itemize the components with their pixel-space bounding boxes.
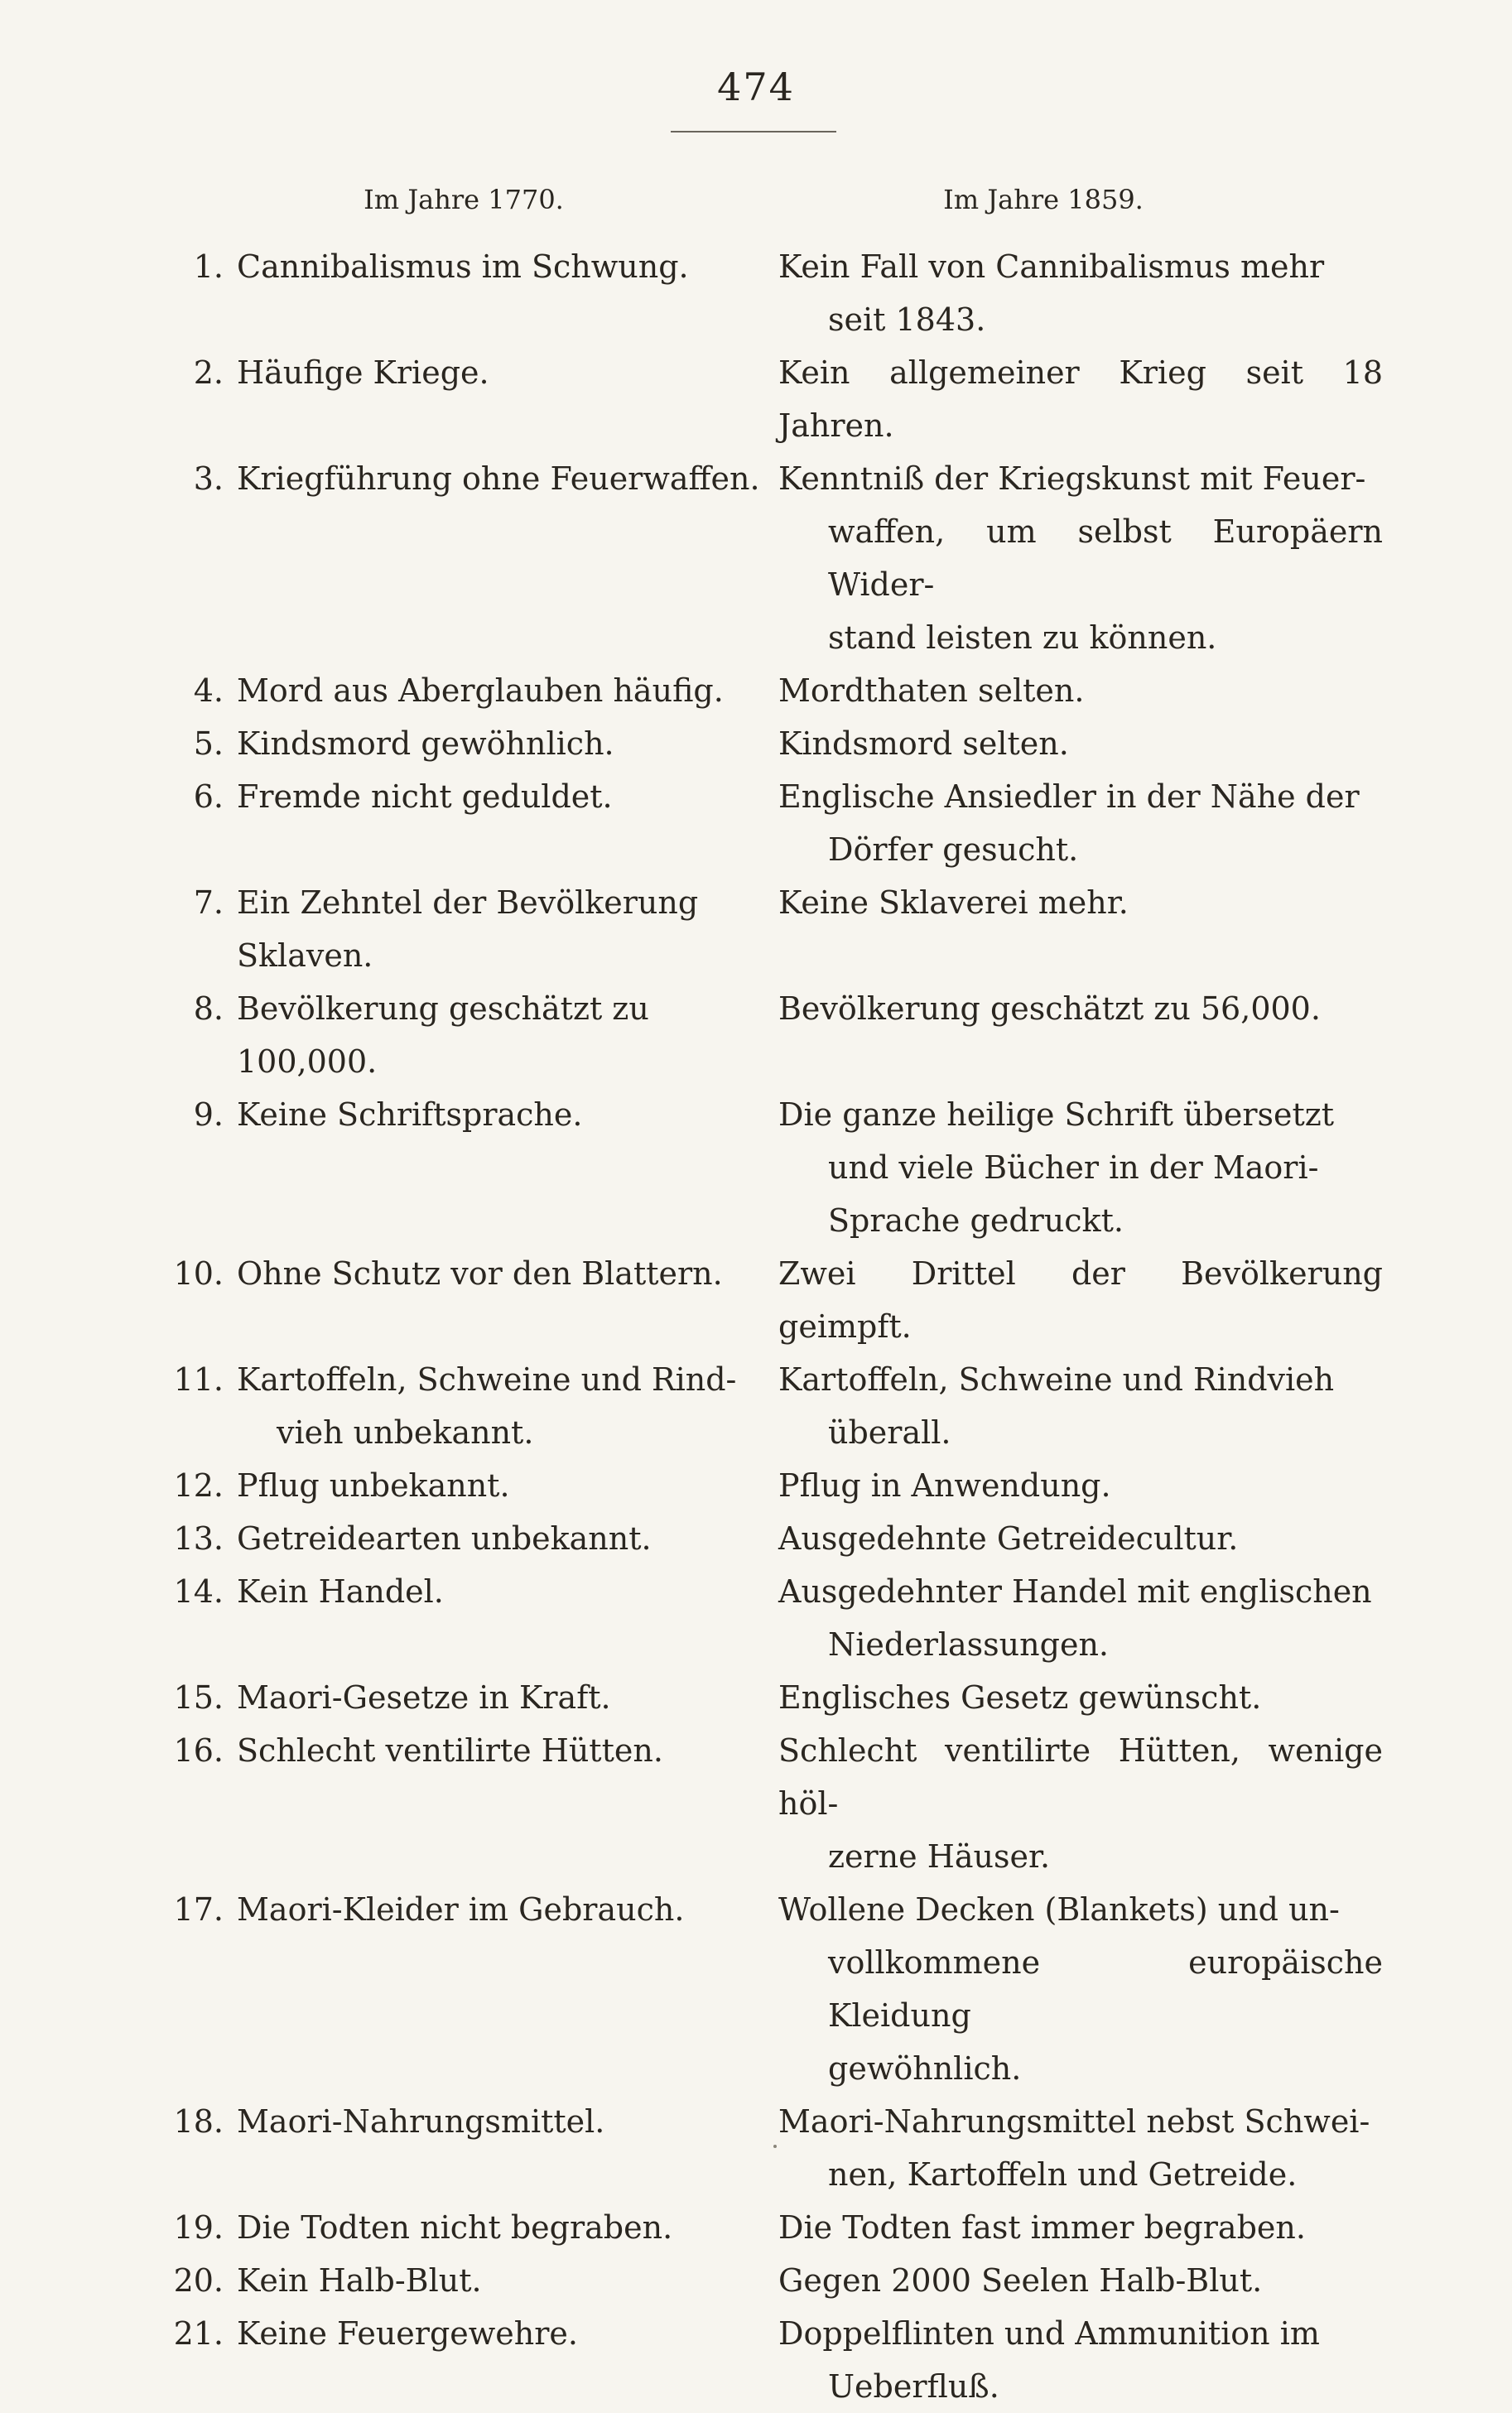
row-number: 15. <box>173 1679 224 1716</box>
table-row <box>149 1724 1383 1883</box>
table-row <box>149 1088 1383 1247</box>
table-row <box>149 1512 1383 1565</box>
row-number: 3. <box>193 460 224 497</box>
table-row <box>149 1459 1383 1512</box>
row-1859-text <box>778 240 1383 346</box>
table-row <box>149 240 1383 346</box>
row-1770-line: Keine Feuergewehre. <box>237 2315 578 2352</box>
row-1859-text <box>778 982 1383 1035</box>
row-1859-line: Schlecht ventilirte Hütten, wenige höl- <box>778 1732 1383 1822</box>
row-number: 21. <box>173 2315 224 2352</box>
row-1770-text <box>237 1724 767 1777</box>
paper-speck <box>773 2145 777 2148</box>
row-1770-text <box>237 1512 767 1565</box>
row-1770-text <box>237 2307 767 2360</box>
row-1859-text <box>778 1671 1383 1724</box>
row-number: 18. <box>173 2103 224 2140</box>
row-1859-text <box>778 1883 1383 2095</box>
row-1770-text <box>237 1459 767 1512</box>
row-1770-text <box>237 1247 767 1300</box>
row-1770-text <box>237 770 767 823</box>
row-1859-line: Kein Fall von Cannibalismus mehr <box>778 248 1325 285</box>
row-1859-line: zerne Häuser. <box>828 1838 1051 1875</box>
row-1859-line: Bevölkerung geschätzt zu 56,000. <box>778 990 1321 1027</box>
right-column-header: Im Jahre 1859. <box>943 184 1144 215</box>
row-1859-line: Zwei Drittel der Bevölkerung geimpft. <box>778 1255 1383 1345</box>
row-1770-line: Getreidearten unbekannt. <box>237 1520 652 1557</box>
row-1770-line: Bevölkerung geschätzt zu 100,000. <box>237 990 649 1080</box>
table-row <box>149 664 1383 717</box>
row-1859-line: Die Todten fast immer begraben. <box>778 2209 1306 2246</box>
row-1859-line: waffen, um selbst Europäern Wider- <box>828 513 1383 603</box>
row-1859-line: Mordthaten selten. <box>778 672 1085 709</box>
row-1859-line: nen, Kartoffeln und Getreide. <box>828 2156 1298 2193</box>
row-number: 10. <box>173 1255 224 1292</box>
row-1859-text <box>778 346 1383 452</box>
row-1859-line: vollkommene europäische Kleidung <box>828 1944 1383 2034</box>
row-number: 20. <box>173 2262 224 2299</box>
row-number: 14. <box>173 1573 224 1610</box>
table-row <box>149 1671 1383 1724</box>
row-1770-text <box>237 240 767 293</box>
row-1770-text <box>237 2254 767 2307</box>
row-1770-line: Maori-Nahrungsmittel. <box>237 2103 605 2140</box>
table-row <box>149 2254 1383 2307</box>
row-1770-line: Kein Handel. <box>237 1573 444 1610</box>
row-1859-line: Dörfer gesucht. <box>828 831 1079 868</box>
table-row <box>149 982 1383 1088</box>
row-1770-text <box>237 1565 767 1618</box>
row-1859-text <box>778 2095 1383 2201</box>
row-1770-text <box>237 717 767 770</box>
row-1859-text <box>778 1565 1383 1671</box>
row-1770-line: vieh unbekannt. <box>277 1414 534 1451</box>
row-1859-line: Englische Ansiedler in der Nähe der <box>778 778 1360 815</box>
table-row <box>149 2095 1383 2201</box>
table-row <box>149 717 1383 770</box>
row-1859-line: Keine Sklaverei mehr. <box>778 884 1129 921</box>
left-column-header: Im Jahre 1770. <box>364 184 564 215</box>
row-1859-text <box>778 2254 1383 2307</box>
row-1770-line: Kindsmord gewöhnlich. <box>237 725 614 762</box>
row-1770-text <box>237 2095 767 2148</box>
row-1859-text <box>778 2201 1383 2254</box>
row-1770-text <box>237 664 767 717</box>
row-1859-line: Gegen 2000 Seelen Halb-Blut. <box>778 2262 1263 2299</box>
row-1859-line: Englisches Gesetz gewünscht. <box>778 1679 1262 1716</box>
row-1859-line: Wollene Decken (Blankets) und un- <box>778 1891 1340 1928</box>
row-1859-line: überall. <box>828 1414 951 1451</box>
row-1770-text <box>237 2201 767 2254</box>
row-1859-text <box>778 2307 1383 2413</box>
row-1859-text <box>778 770 1383 876</box>
row-1859-text <box>778 876 1383 929</box>
row-1859-line: Kenntniß der Kriegskunst mit Feuer- <box>778 460 1366 497</box>
row-1770-line: Ohne Schutz vor den Blattern. <box>237 1255 723 1292</box>
row-number: 8. <box>193 990 224 1027</box>
row-1859-line: Ueberfluß. <box>828 2368 999 2405</box>
row-1859-line: Kein allgemeiner Krieg seit 18 Jahren. <box>778 354 1383 444</box>
row-number: 17. <box>173 1891 224 1928</box>
row-1770-line: Häufige Kriege. <box>237 354 489 391</box>
table-row <box>149 1247 1383 1353</box>
row-1770-line: Cannibalismus im Schwung. <box>237 248 689 285</box>
row-number: 19. <box>173 2209 224 2246</box>
row-1770-line: Schlecht ventilirte Hütten. <box>237 1732 663 1769</box>
row-1859-line: seit 1843. <box>828 301 986 338</box>
header-rule <box>671 131 836 132</box>
row-1859-line: Maori-Nahrungsmittel nebst Schwei- <box>778 2103 1370 2140</box>
row-1859-line: Kartoffeln, Schweine und Rindvieh <box>778 1361 1335 1398</box>
row-number: 13. <box>173 1520 224 1557</box>
row-1859-line: Ausgedehnter Handel mit englischen <box>778 1573 1372 1610</box>
row-1770-line: Maori-Kleider im Gebrauch. <box>237 1891 685 1928</box>
row-1770-line: Ein Zehntel der Bevölkerung Sklaven. <box>237 884 699 974</box>
row-1859-line: Pflug in Anwendung. <box>778 1467 1111 1504</box>
table-row <box>149 770 1383 876</box>
row-1859-text <box>778 664 1383 717</box>
table-row <box>149 1883 1383 2095</box>
row-1770-line: Pflug unbekannt. <box>237 1467 510 1504</box>
row-number: 1. <box>193 248 224 285</box>
row-number: 16. <box>173 1732 224 1769</box>
row-1770-line: Maori-Gesetze in Kraft. <box>237 1679 611 1716</box>
comparison-table <box>149 240 1383 2413</box>
row-1770-text <box>237 452 767 505</box>
row-1859-text <box>778 1512 1383 1565</box>
row-1859-text <box>778 452 1383 664</box>
row-number: 6. <box>193 778 224 815</box>
table-row <box>149 452 1383 664</box>
row-1859-line: und viele Bücher in der Maori- <box>828 1149 1319 1186</box>
row-1770-line: Keine Schriftsprache. <box>237 1096 583 1133</box>
row-number: 4. <box>193 672 224 709</box>
row-1859-text <box>778 1459 1383 1512</box>
row-1770-text <box>237 1883 767 1936</box>
row-1770-line: Fremde nicht geduldet. <box>237 778 613 815</box>
table-row <box>149 1565 1383 1671</box>
row-1859-line: Die ganze heilige Schrift übersetzt <box>778 1096 1335 1133</box>
row-1770-line: Kriegführung ohne Feuerwaffen. <box>237 460 760 497</box>
page-number: 474 <box>717 65 795 109</box>
row-number: 9. <box>193 1096 224 1133</box>
row-1859-text <box>778 1088 1383 1247</box>
table-row <box>149 2201 1383 2254</box>
row-1859-text <box>778 1724 1383 1883</box>
row-1859-line: Niederlassungen. <box>828 1626 1109 1663</box>
row-1859-text <box>778 717 1383 770</box>
row-1859-line: stand leisten zu können. <box>828 619 1217 656</box>
row-1770-text <box>237 1671 767 1724</box>
row-1770-text <box>237 1353 767 1459</box>
row-1859-line: Doppelflinten und Ammunition im <box>778 2315 1320 2352</box>
table-row <box>149 1353 1383 1459</box>
row-number: 7. <box>193 884 224 921</box>
table-row <box>149 2307 1383 2413</box>
row-1770-line: Kartoffeln, Schweine und Rind- <box>237 1361 737 1398</box>
row-1770-text <box>237 982 767 1088</box>
row-1770-line: Mord aus Aberglauben häufig. <box>237 672 724 709</box>
row-1859-text <box>778 1247 1383 1353</box>
row-number: 5. <box>193 725 224 762</box>
table-row <box>149 346 1383 452</box>
row-number: 12. <box>173 1467 224 1504</box>
row-1859-line: Ausgedehnte Getreidecultur. <box>778 1520 1239 1557</box>
row-1859-text <box>778 1353 1383 1459</box>
row-1770-line: Die Todten nicht begraben. <box>237 2209 673 2246</box>
row-1770-text <box>237 346 767 399</box>
row-number: 11. <box>173 1361 224 1398</box>
row-1770-text <box>237 876 767 982</box>
row-1770-text <box>237 1088 767 1141</box>
row-1770-line: Kein Halb-Blut. <box>237 2262 482 2299</box>
row-1859-line: gewöhnlich. <box>828 2050 1022 2087</box>
row-number: 2. <box>193 354 224 391</box>
table-row <box>149 876 1383 982</box>
row-1859-line: Sprache gedruckt. <box>828 1202 1124 1239</box>
row-1859-line: Kindsmord selten. <box>778 725 1069 762</box>
